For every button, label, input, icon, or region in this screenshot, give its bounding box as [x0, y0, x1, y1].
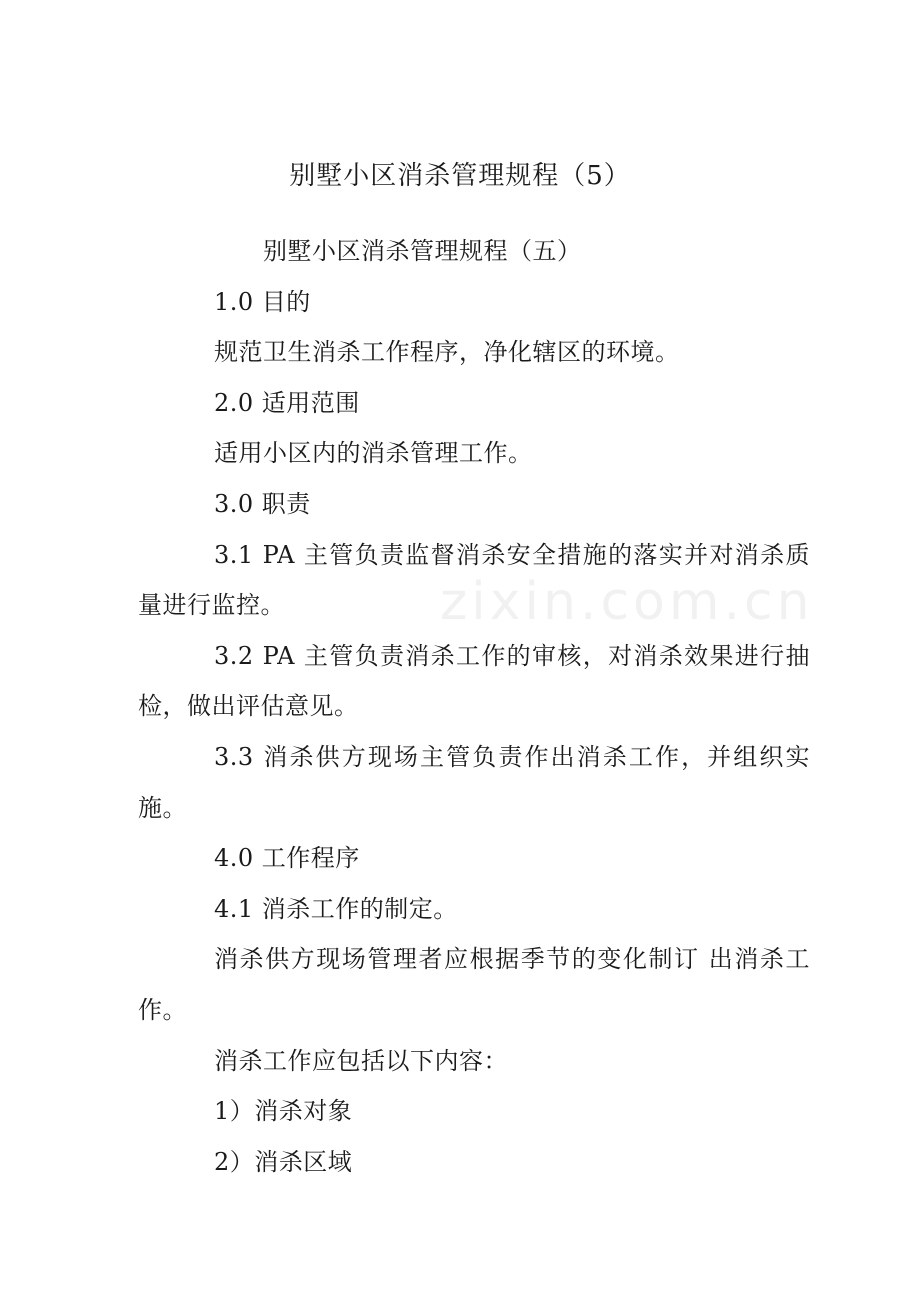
paragraph-duty-3-1: 3.1 PA 主管负责监督消杀安全措施的落实并对消杀质量进行监控。 [138, 540, 810, 620]
list-item-target: 1）消杀对象 [214, 1097, 353, 1126]
document-subtitle: 别墅小区消杀管理规程（五） [263, 237, 582, 265]
paragraph-plan-contents: 消杀工作应包括以下内容： [214, 1046, 508, 1075]
document-body [138, 226, 819, 1187]
paragraph-procedure-4-1: 4.1 消杀工作的制定。 [214, 894, 458, 923]
paragraph-procedure-plan: 消杀供方现场管理者应根据季节的变化制订 出消杀工作。 [138, 945, 810, 1024]
section-heading-purpose: 1.0 目的 [214, 287, 311, 316]
section-heading-procedure: 4.0 工作程序 [214, 844, 360, 873]
paragraph-scope: 适用小区内的消杀管理工作。 [214, 439, 533, 468]
paragraph-duty-3-3: 3.3 消杀供方现场主管负责作出消杀工作，并组织实 施。 [138, 742, 819, 822]
paragraph-duty-3-2: 3.2 PA 主管负责消杀工作的审核，对消杀效果进行抽 检，做出评估意见。 [138, 641, 819, 721]
section-heading-duties: 3.0 职责 [214, 489, 311, 518]
page-title: 别墅小区消杀管理规程（5） [289, 161, 631, 191]
list-item-area: 2）消杀区域 [214, 1147, 353, 1176]
watermark: zixin.com.cn [440, 572, 814, 632]
paragraph-purpose: 规范卫生消杀工作程序，净化辖区的环境。 [214, 338, 680, 367]
section-heading-scope: 2.0 适用范围 [214, 388, 360, 417]
